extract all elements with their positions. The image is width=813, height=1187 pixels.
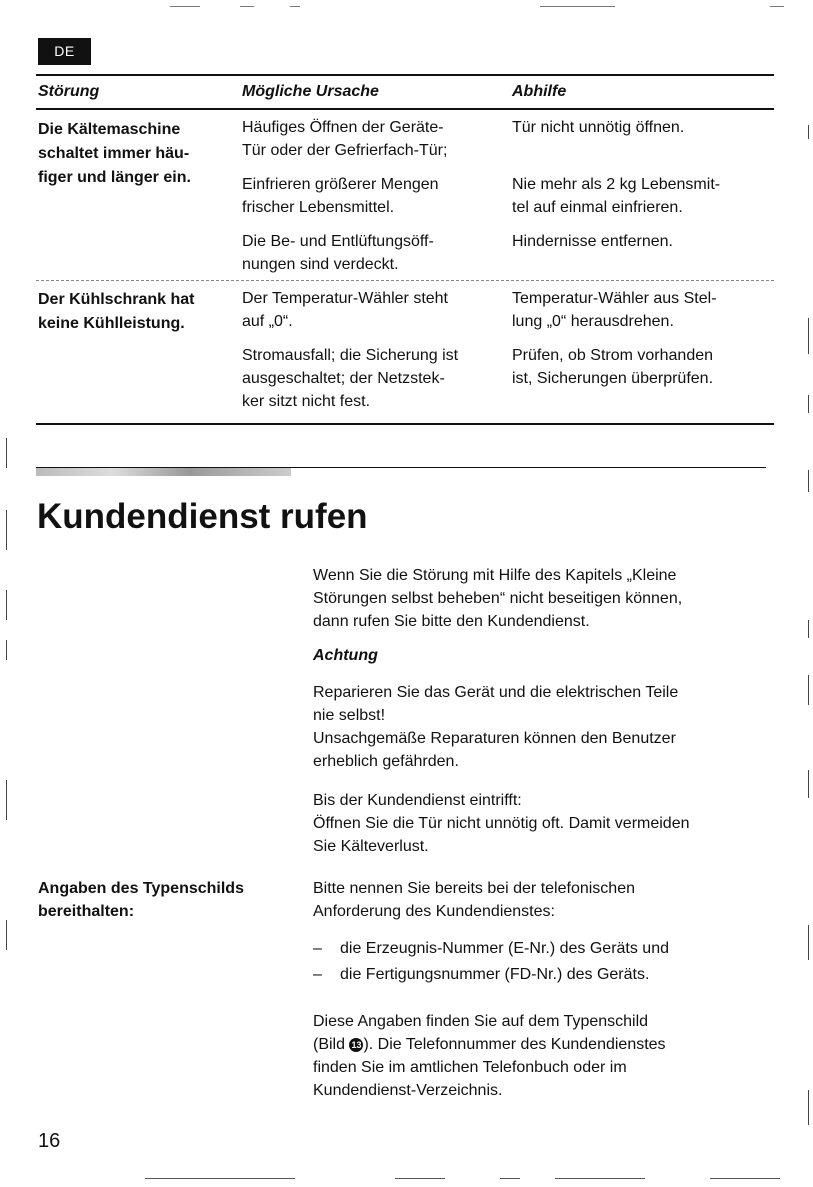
scan-artifact — [145, 1178, 295, 1179]
cause-cell: Stromausfall; die Sicherung ist ausgeschaltet; der Netzstek- ker sitzt nicht fest. — [242, 347, 459, 410]
table-top-rule — [36, 74, 774, 76]
scan-artifact — [808, 925, 809, 960]
closing-text-end: ). Die Telefonnummer des Kundendienstes finden Sie im amtlichen Telefonbuch oder im Kundendienst-Verzeichnis. — [313, 1036, 666, 1099]
scan-artifact — [555, 1178, 645, 1179]
column-header-remedy: Abhilfe — [512, 83, 567, 100]
scan-artifact — [808, 1090, 809, 1125]
scan-artifact — [808, 675, 809, 705]
section-divider-graphic — [36, 468, 291, 476]
section-heading: Kundendienst rufen — [37, 497, 368, 536]
list-bullet: – — [313, 940, 322, 957]
scan-artifact — [808, 620, 809, 638]
scan-artifact — [240, 6, 254, 7]
cause-cell: Einfrieren größerer Mengen frischer Lebensmittel. — [242, 176, 439, 216]
scan-artifact — [808, 395, 809, 413]
scan-artifact — [808, 318, 809, 354]
section-rule — [36, 467, 766, 468]
remedy-cell: Nie mehr als 2 kg Lebensmit- tel auf einmal einfrieren. — [512, 176, 721, 216]
scan-artifact — [6, 438, 7, 468]
cause-cell: Der Temperatur-Wähler steht auf „0“. — [242, 290, 448, 330]
column-header-cause: Mögliche Ursache — [242, 83, 379, 100]
remedy-cell: Hindernisse entfernen. — [512, 233, 673, 250]
scan-artifact — [290, 6, 300, 7]
wait-paragraph: Bis der Kundendienst eintrifft: Öffnen Sie die Tür nicht unnötig oft. Damit vermeiden Sie Kälteverlust. — [313, 792, 690, 855]
scan-artifact — [395, 1178, 445, 1179]
intro-text: Wenn Sie die Störung mit Hilfe des Kapitels „Kleine Störungen selbst beheben“ nicht beseitigen können, dann rufen Sie bitte den Kundendienst. — [313, 567, 683, 630]
scan-artifact — [6, 590, 7, 620]
column-header-problem: Störung — [38, 83, 100, 100]
request-paragraph: Bitte nennen Sie bereits bei der telefonischen Anforderung des Kundendienstes: — [313, 880, 635, 920]
scan-artifact — [540, 6, 615, 7]
list-item — [313, 937, 669, 960]
closing-text-start: Diese Angaben finden Sie auf dem Typenschild (Bild — [313, 1013, 649, 1053]
problem-cell: Die Kältemaschine schaltet immer häu- figer und länger ein. — [38, 121, 191, 186]
remedy-cell: Prüfen, ob Strom vorhanden ist, Sicherungen überprüfen. — [512, 347, 714, 387]
scan-artifact — [170, 6, 200, 7]
figure-reference-badge: 13 — [351, 1040, 362, 1050]
nameplate-side-label: Angaben des Typenschilds bereithalten: — [38, 880, 244, 920]
page-number: 16 — [38, 1130, 61, 1152]
table-bottom-rule — [36, 423, 774, 425]
language-badge: DE — [38, 38, 91, 65]
list-bullet: – — [313, 966, 322, 983]
cause-cell: Häufiges Öffnen der Geräte- Tür oder der Gefrierfach-Tür; — [242, 119, 448, 159]
list-item-text: die Fertigungsnummer (FD-Nr.) des Geräts. — [340, 966, 650, 983]
remedy-cell: Tür nicht unnötig öffnen. — [512, 119, 685, 136]
attention-paragraph: Reparieren Sie das Gerät und die elektrischen Teile nie selbst! Unsachgemäße Reparaturen können den Benutzer erheblich gefährden. — [313, 684, 679, 770]
closing-paragraph — [313, 1010, 763, 1102]
list-item — [313, 963, 649, 986]
scan-artifact — [6, 920, 7, 950]
scan-artifact — [500, 1178, 520, 1179]
group-divider — [36, 280, 774, 281]
scan-artifact — [6, 780, 7, 820]
scan-artifact — [808, 770, 809, 798]
scan-artifact — [710, 1178, 780, 1179]
scan-artifact — [770, 6, 784, 7]
scan-artifact — [6, 640, 7, 660]
attention-label: Achtung — [313, 647, 378, 664]
scan-artifact — [808, 470, 809, 492]
header-rule — [36, 108, 774, 110]
problem-cell: Der Kühlschrank hat keine Kühlleistung. — [38, 291, 195, 332]
remedy-cell: Temperatur-Wähler aus Stel- lung „0“ herausdrehen. — [512, 290, 717, 330]
cause-cell: Die Be- und Entlüftungsöff- nungen sind verdeckt. — [242, 233, 434, 273]
intro-paragraph — [313, 564, 763, 633]
scan-artifact — [6, 510, 7, 550]
scan-artifact — [808, 125, 809, 139]
list-item-text: die Erzeugnis-Nummer (E-Nr.) des Geräts und — [340, 940, 669, 957]
